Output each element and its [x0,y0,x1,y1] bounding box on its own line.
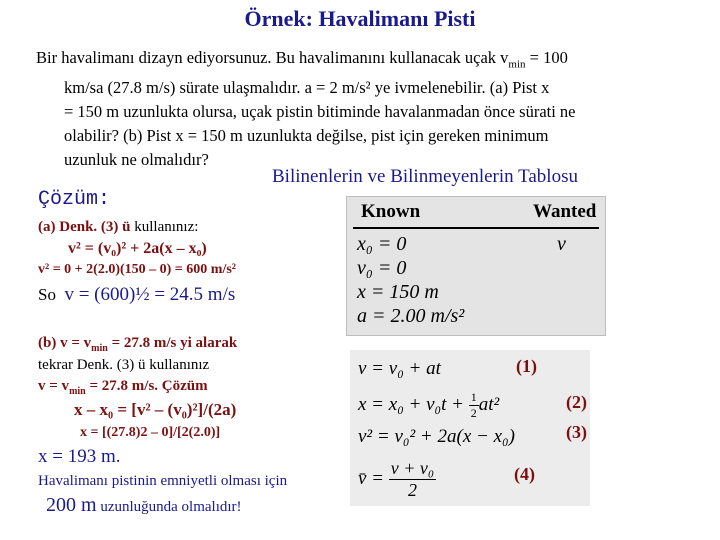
equation-4-fraction: $\frac{\text{v + v₀}}{2}$ [390,458,435,500]
equation-3: v² = v₀² + 2a(x − x₀) [358,426,515,447]
problem-line-5: uzunluk ne olmalıdır? [64,150,209,170]
equation-4: v̄ = $\frac{\text{v + v₀}}{2}$ [358,458,435,500]
part-a-equation-2: v² = 0 + 2(2.0)(150 – 0) = 600 m/s² [38,262,236,277]
part-a-equation-1: v² = (v₀)² + 2a(x – x₀) [68,240,207,257]
conclusion-line-1: Havalimanı pistinin emniyetli olması için [38,473,288,489]
wanted-header: Wanted [533,201,597,222]
page-title: Örnek: Havalimanı Pisti [244,6,476,31]
problem-line-1: Bir havalimanı dizayn ediyorsunuz. Bu havalimanını kullanacak uçak $v_{min} = 100$ [36,48,568,71]
known-row: a = 2.00 m/s² [357,305,465,327]
equation-label-3: (3) [566,422,587,442]
solution-label: Çözüm: [38,188,111,211]
kinematic-equations [350,350,590,506]
half-fraction: $\frac{1}{2}$ [470,390,477,420]
conclusion-line-2: 200 m uzunluğunda olmalıdır! [46,494,242,516]
problem-line-2: km/sa (27.8 m/s) sürate ulaşmalıdır. a = 2 m/s² ye ivmelenebilir. (a) Pist x [64,78,550,98]
equation-2: x = x₀ + v₀t + $\frac{1}{2}$ at² [358,390,500,420]
known-wanted-table [346,196,606,336]
known-row: x = 150 m [357,281,439,303]
part-b-line-3: $v = v_{min} = 27.8$ m/s. Çözüm [38,378,208,397]
problem-statement [36,46,682,172]
part-b-equation-2: x = [(27.8)2 – 0]/[2(2.0)] [80,425,221,440]
part-b-line-2: tekrar Denk. (3) ü kullanınız [38,357,210,373]
equation-label-4: (4) [514,464,535,484]
table-rule [353,227,599,229]
problem-line-3: = 150 m uzunlukta olursa, uçak pistin bitiminde havalanmadan önce sürati ne [64,102,576,122]
problem-line-4: olabilir? (b) Pist x = 150 m uzunlukta değilse, pist için gereken minimum [64,126,549,146]
equation-1: v = v₀ + at [358,358,441,379]
known-row: x₀ = 0 [357,233,407,255]
part-b-equation-1: x – x₀ = [v² – (v₀)²]/(2a) [74,400,237,419]
known-row: v₀ = 0 [357,257,407,279]
part-a-intro: (a) Denk. (3) ü kullanınız: [38,219,199,235]
part-b-line-1: (b) $v = v_{min} = 27.8$ m/s yi alarak [38,335,238,354]
equation-label-2: (2) [566,392,587,412]
part-b-result: x = 193 m. [38,446,121,467]
part-a-result: So v = (600)½ = 24.5 m/s [38,284,236,305]
known-header: Known [361,201,421,222]
wanted-value: v [557,233,566,255]
table-title: Bilinenlerin ve Bilinmeyenlerin Tablosu [272,166,578,187]
equation-label-1: (1) [516,356,537,376]
